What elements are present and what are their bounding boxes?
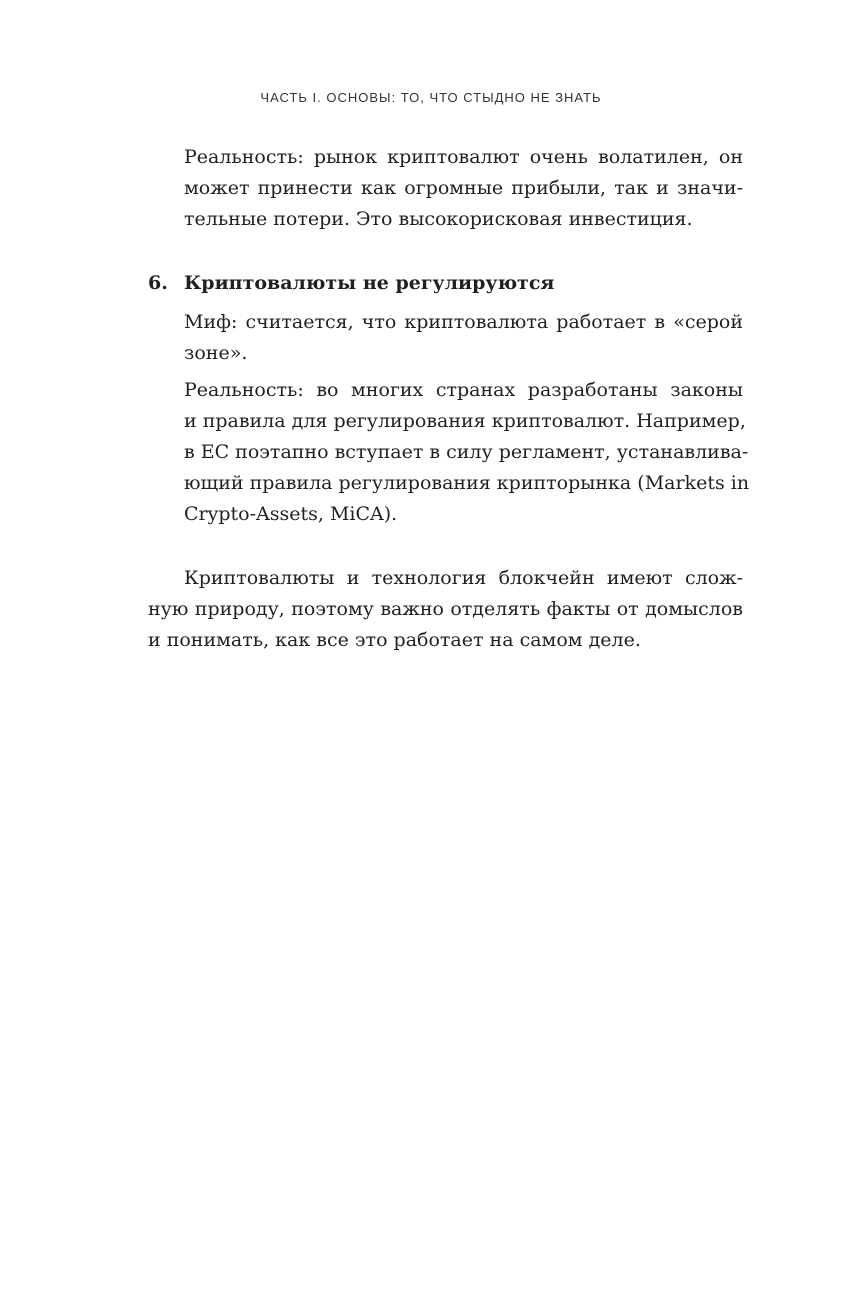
reality-6-paragraph [184, 375, 750, 530]
text-line: зоне». [184, 342, 248, 364]
reality-5-paragraph [184, 142, 743, 235]
text-line: может принести как огромные прибыли, так и значи- [184, 177, 743, 199]
text-line: Реальность: рынок криптовалют очень волатилен, он [184, 146, 743, 168]
text-line: Реальность: во многих странах разработаны законы [184, 379, 743, 401]
text-line: Crypto-Assets, MiCA). [184, 503, 398, 525]
conclusion-paragraph [148, 563, 743, 656]
running-head: ЧАСТЬ I. ОСНОВЫ: ТО, ЧТО СТЫДНО НЕ ЗНАТЬ [260, 90, 602, 105]
text-line: в ЕС поэтапно вступает в силу регламент, устанавлива- [184, 441, 749, 463]
section-number: 6. [148, 272, 168, 294]
text-line: ющий правила регулирования крипторынка (Markets in [184, 472, 750, 494]
text-line: ную природу, поэтому важно отделять факты от домыслов [148, 598, 743, 620]
text-line: тельные потери. Это высокорисковая инвестиция. [184, 208, 693, 230]
myth-6-paragraph [184, 307, 743, 369]
text-line: Криптовалюты и технология блокчейн имеют слож- [184, 567, 743, 589]
section-6-heading [148, 268, 554, 299]
text-line: и понимать, как все это работает на самом деле. [148, 629, 641, 651]
text-line: Миф: считается, что криптовалюта работает в «серой [184, 311, 743, 333]
section-title: Криптовалюты не регулируются [184, 272, 555, 294]
text-line: и правила для регулирования криптовалют. Например, [184, 410, 746, 432]
